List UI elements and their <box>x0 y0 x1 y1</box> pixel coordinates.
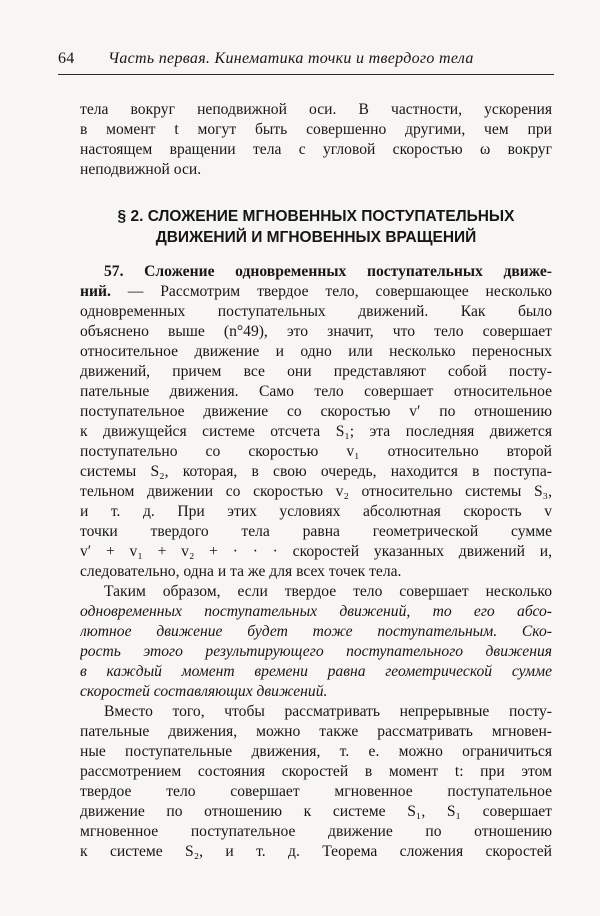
text-line: одновременных поступательных движений. Как было <box>80 303 552 320</box>
running-title: Часть первая. Кинематика точки и твердого тела <box>108 50 474 67</box>
paragraph-title-end: ний. <box>80 283 111 300</box>
text-line: следовательно, одна и та же для всех точек тела. <box>80 563 402 580</box>
text-line: Таким образом, если твердое тело совершает несколько <box>104 583 552 600</box>
page-header <box>58 46 554 75</box>
text-line: v′ + v₁ + v₂ + · · · скоростей указанных движений и, <box>80 543 552 560</box>
text-line: тельном движении со скоростью v₂ относительно системы S₃, <box>80 483 552 500</box>
text-line: одновременных поступательных движений, то его абсо- <box>80 603 552 620</box>
text-line: в каждый момент времени равна геометрической сумме <box>80 663 552 680</box>
text-line: рассмотрением состояния скоростей в момент t: при этом <box>80 763 552 780</box>
section-heading <box>80 206 552 248</box>
text-line: поступательно со скоростью v₁ относительно второй <box>80 443 552 460</box>
text-line: ные поступательные движения, т. е. можно ограничиться <box>80 743 552 760</box>
text-line: тела вокруг неподвижной оси. В частности, ускорения <box>80 101 552 118</box>
text-span: — Рассмотрим твердое тело, совершающее несколько <box>110 283 552 300</box>
paragraph-title: 57. Сложение одновременных поступательных движе- <box>104 263 552 280</box>
text-line: движение по отношению к системе S₁, S₁ совершает <box>80 803 552 820</box>
section-heading-line: ДВИЖЕНИЙ И МГНОВЕННЫХ ВРАЩЕНИЙ <box>155 229 477 246</box>
text-line: скоростей составляющих движений. <box>80 683 328 700</box>
text-line: настоящем вращении тела с угловой скоростью ω вокруг <box>80 141 552 158</box>
paragraph-thus <box>80 582 552 702</box>
intro-paragraph <box>80 100 552 180</box>
text-line: пательные движения. Само тело совершает относительное <box>80 383 552 400</box>
text-line: рость этого результирующего поступательного движения <box>80 643 552 660</box>
paragraph-57 <box>80 262 552 582</box>
text-line: к движущейся системе отсчета S₁; эта последняя движется <box>80 423 552 440</box>
text-line: к системе S₂, и т. д. Теорема сложения скоростей <box>80 843 552 860</box>
text-line: системы S₂, которая, в свою очередь, находится в поступа- <box>80 463 552 480</box>
text-line <box>80 282 552 302</box>
text-line: пательные движения, можно также рассматривать мгновен- <box>80 723 552 740</box>
text-line: движений, причем все они представляют собой посту- <box>80 363 552 380</box>
text-line: неподвижной оси. <box>80 161 202 178</box>
text-line: Вместо того, чтобы рассматривать непрерывные посту- <box>104 703 552 720</box>
text-line: твердое тело совершает мгновенное поступательное <box>80 783 552 800</box>
text-line: мгновенное поступательное движение по отношению <box>80 823 552 840</box>
text-line: в момент t могут быть совершенно другими, чем при <box>80 121 552 138</box>
section-heading-line: § 2. СЛОЖЕНИЕ МГНОВЕННЫХ ПОСТУПАТЕЛЬНЫХ <box>117 208 515 225</box>
paragraph-instead <box>80 702 552 862</box>
text-line: объяснено выше (n°49), это значит, что тело совершает <box>80 323 552 340</box>
text-line: точки твердого тела равна геометрической сумме <box>80 523 552 540</box>
text-line: поступательное движение со скоростью v′ по отношению <box>80 403 552 420</box>
text-line: и т. д. При этих условиях абсолютная скорость v <box>80 503 552 520</box>
text-line: лютное движение будет тоже поступательным. Ско- <box>80 623 552 640</box>
page-number: 64 <box>58 50 75 67</box>
text-line: относительное движение и одно или несколько переносных <box>80 343 552 360</box>
